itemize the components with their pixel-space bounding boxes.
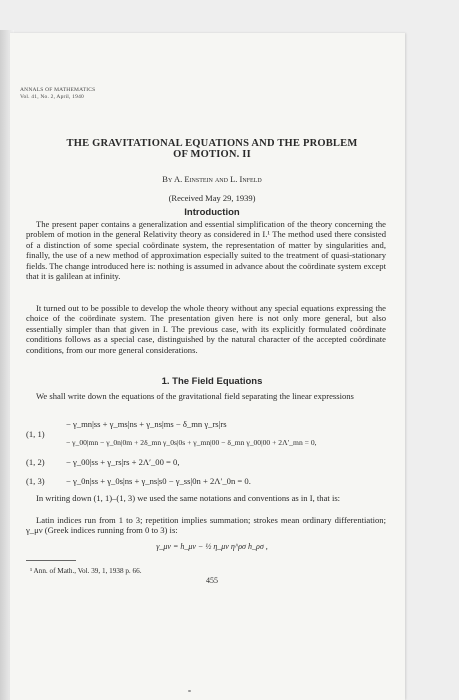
equation-1-2-label: (1, 2) xyxy=(26,457,45,467)
page-number: 455 xyxy=(206,576,218,585)
equation-1-1-line-2: − γ_00|mn − γ_0n|0m + 2δ_mn γ_0s|0s + γ_mn|00 − δ_mn γ_00|00 + 2Λ′_mn = 0, xyxy=(66,438,317,447)
intro-paragraph-1: The present paper contains a generalization and essential simplification of the theory concerning the problem of motion in the general Relativity theory as considered in I.¹ The method used there consisted of a distinction of some special coördinate system, the representation of matter by singularities and, finally, the use of a new method of approximation especially suited to the treatment of quasi-stationary fields. The change introduced here is: nothing is assumed in advance about the coördinate system except that it is galilean at infinity. xyxy=(26,219,386,282)
introduction-heading: Introduction xyxy=(184,207,240,218)
footnote: ¹ Ann. of Math., Vol. 39, 1, 1938 p. 66. xyxy=(30,567,142,575)
authors: By A. Einstein and L. Infeld xyxy=(162,174,262,184)
paper-sheet xyxy=(10,33,405,700)
section-1-paragraph-3: Latin indices run from 1 to 3; repetition implies summation; strokes mean ordinary differentiation; γ_μν (Greek indices running from 0 to 3) is: xyxy=(26,515,386,536)
section-1-paragraph-1: We shall write down the equations of the gravitational field separating the linear expressions xyxy=(36,391,354,401)
intro-paragraph-2: It turned out to be possible to develop the whole theory without any special equations expressing the choice of the coördinate system. The presentation given here is not only more general, but also essentially simpler than that given in I. The previous case, with its explicitly formulated coördinate conditions follows as a special case, distinguished by the natural character of the accepted coördinate conditions, from our more general considerations. xyxy=(26,303,386,355)
speck xyxy=(188,690,191,692)
section-1-heading: 1. The Field Equations xyxy=(161,376,263,387)
journal-name: ANNALS OF MATHEMATICS xyxy=(20,87,96,93)
equation-1-3-label: (1, 3) xyxy=(26,476,45,486)
section-1-paragraph-2: In writing down (1, 1)–(1, 3) we used the same notations and conventions as in I, that is: xyxy=(36,493,341,503)
paper-title xyxy=(20,138,404,160)
title-line-2: OF MOTION. II xyxy=(173,149,251,160)
gamma-definition-formula: γ_μν = h_μν − ½ η_μν η^ρσ h_ρσ , xyxy=(156,542,268,551)
journal-volume: Vol. 41, No. 2, April, 1940 xyxy=(20,94,84,100)
equation-1-3: − γ_0n|ss + γ_0s|ns + γ_ns|s0 − γ_ss|0n + 2Λ′_0n = 0. xyxy=(66,476,251,486)
title-line-1: THE GRAVITATIONAL EQUATIONS AND THE PROBLEM xyxy=(66,138,358,149)
equation-1-1-label: (1, 1) xyxy=(26,429,45,439)
footnote-rule xyxy=(26,560,76,561)
equation-1-1-line-1: − γ_mn|ss + γ_ms|ns + γ_ns|ms − δ_mn γ_rs|rs xyxy=(66,419,227,429)
received-date: (Received May 29, 1939) xyxy=(168,193,256,203)
equation-1-2: − γ_00|ss + γ_rs|rs + 2Λ′_00 = 0, xyxy=(66,457,180,467)
journal-header xyxy=(20,87,95,101)
